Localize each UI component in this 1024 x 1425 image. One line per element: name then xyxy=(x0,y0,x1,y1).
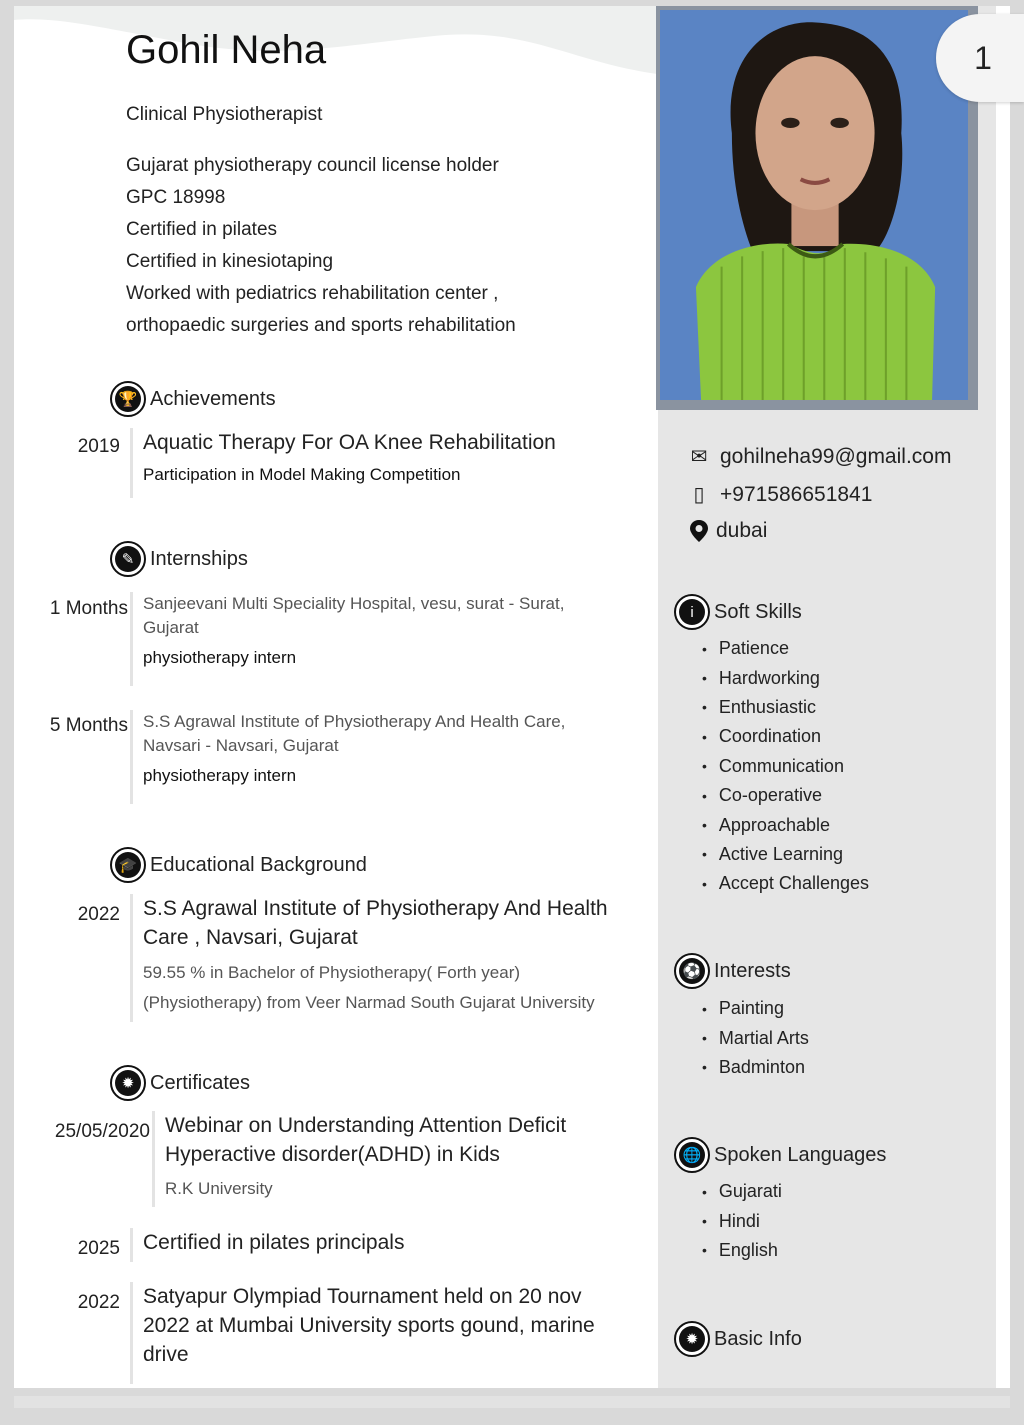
entry-place: S.S Agrawal Institute of Physiotherapy And Health Care, xyxy=(143,712,566,731)
entry-title: Care , Navsari, Gujarat xyxy=(143,926,358,949)
entry-date: 2019 xyxy=(77,436,120,457)
section-title: Soft Skills xyxy=(714,600,802,623)
entry-body xyxy=(130,428,630,498)
entry-place: Gujarat xyxy=(143,618,199,637)
section-title: Certificates xyxy=(150,1071,251,1094)
entry-detail: 59.55 % in Bachelor of Physiotherapy( Forth year) xyxy=(143,963,521,982)
section-title: Basic Info xyxy=(714,1327,802,1350)
profile-summary xyxy=(126,150,516,342)
email-text: gohilneha99@gmail.com xyxy=(720,444,952,468)
profile-photo-frame xyxy=(656,6,978,410)
entry-title: S.S Agrawal Institute of Physiotherapy And Health xyxy=(143,897,608,920)
page-footer-bar xyxy=(14,1396,1010,1408)
globe-icon: 🌐 xyxy=(674,1137,710,1173)
section-title: Interests xyxy=(714,959,791,982)
entry-title: drive xyxy=(143,1343,189,1366)
summary-line: Gujarat physiotherapy council license holder xyxy=(126,155,499,176)
entry-title: Webinar on Understanding Attention Deficit xyxy=(165,1114,567,1137)
list-item: • Active Learning xyxy=(702,840,869,869)
interests-list xyxy=(702,994,809,1082)
page-number: 1 xyxy=(974,39,992,76)
entry-date: 25/05/2020 xyxy=(54,1121,150,1142)
badge-icon: ✎ xyxy=(110,541,146,577)
education-heading xyxy=(110,847,367,883)
candidate-name: Gohil Neha xyxy=(126,28,327,72)
entry-role: physiotherapy intern xyxy=(143,648,297,667)
entry-detail: (Physiotherapy) from Veer Narmad South Gujarat University xyxy=(143,993,595,1012)
languages-list xyxy=(702,1177,782,1265)
contact-phone[interactable] xyxy=(688,482,872,507)
section-title: Internships xyxy=(150,547,248,570)
list-item: • Badminton xyxy=(702,1053,809,1082)
certificates-heading xyxy=(110,1065,250,1101)
section-title: Achievements xyxy=(150,387,276,410)
graduation-cap-icon: 🎓 xyxy=(110,847,146,883)
summary-line: Certified in pilates xyxy=(126,219,278,240)
info-icon: i xyxy=(674,594,710,630)
certificate-seal-icon: ✹ xyxy=(674,1321,710,1357)
location-pin-icon xyxy=(688,519,710,543)
entry-body xyxy=(130,1228,630,1262)
entry-title: Certified in pilates principals xyxy=(143,1231,405,1254)
internships-heading xyxy=(110,541,248,577)
list-item: • English xyxy=(702,1236,782,1265)
summary-line: Worked with pediatrics rehabilitation center , xyxy=(126,283,499,304)
list-item: • Painting xyxy=(702,994,809,1023)
entry-body xyxy=(130,710,630,804)
entry-title: Satyapur Olympiad Tournament held on 20 nov xyxy=(143,1285,582,1308)
entry-title: 2022 at Mumbai University sports gound, marine xyxy=(143,1314,595,1337)
profile-photo xyxy=(660,10,968,400)
list-item: • Coordination xyxy=(702,722,869,751)
entry-body xyxy=(130,894,636,1022)
envelope-icon: ✉ xyxy=(690,446,708,468)
section-title: Spoken Languages xyxy=(714,1143,887,1166)
summary-line: Certified in kinesiotaping xyxy=(126,251,334,272)
entry-place: Sanjeevani Multi Speciality Hospital, vesu, surat - Surat, xyxy=(143,594,565,613)
entry-body xyxy=(130,592,630,686)
summary-line: GPC 18998 xyxy=(126,187,226,208)
list-item: • Patience xyxy=(702,634,869,663)
soft-skills-heading xyxy=(674,594,802,630)
list-item: • Co-operative xyxy=(702,781,869,810)
list-item: • Hardworking xyxy=(702,663,869,692)
languages-heading xyxy=(674,1137,886,1173)
entry-date: 1 Months xyxy=(49,598,128,619)
page-number-badge xyxy=(936,14,1024,102)
phone-icon: ▯ xyxy=(693,484,705,506)
interests-heading xyxy=(674,953,791,989)
entry-body xyxy=(130,1282,630,1384)
entry-date: 5 Months xyxy=(49,715,128,736)
entry-detail: R.K University xyxy=(165,1179,273,1198)
entry-place: Navsari - Navsari, Gujarat xyxy=(143,736,339,755)
list-item: • Martial Arts xyxy=(702,1023,809,1052)
list-item: • Communication xyxy=(702,752,869,781)
section-title: Educational Background xyxy=(150,853,367,876)
job-title: Clinical Physiotherapist xyxy=(126,104,323,125)
list-item: • Accept Challenges xyxy=(702,869,869,898)
list-item: • Approachable xyxy=(702,810,869,839)
entry-role: physiotherapy intern xyxy=(143,766,297,785)
entry-date: 2022 xyxy=(77,904,120,925)
header-wave xyxy=(14,6,674,86)
phone-text: +971586651841 xyxy=(720,482,873,506)
contact-email[interactable] xyxy=(688,444,951,469)
entry-detail: Participation in Model Making Competition xyxy=(143,465,461,484)
entry-date: 2025 xyxy=(77,1238,120,1259)
portrait-illustration xyxy=(660,10,968,400)
trophy-icon: 🏆 xyxy=(110,381,146,417)
entry-date: 2022 xyxy=(77,1292,120,1313)
entry-title: Hyperactive disorder(ADHD) in Kids xyxy=(165,1143,500,1166)
list-item: • Enthusiastic xyxy=(702,693,869,722)
basic-info-heading xyxy=(674,1321,802,1357)
contact-location xyxy=(688,519,767,543)
list-item: • Hindi xyxy=(702,1206,782,1235)
location-text: dubai xyxy=(716,519,768,542)
achievements-heading xyxy=(110,381,276,417)
soccer-ball-icon: ⚽ xyxy=(674,953,710,989)
summary-line: orthopaedic surgeries and sports rehabilitation xyxy=(126,315,516,336)
entry-title: Aquatic Therapy For OA Knee Rehabilitation xyxy=(143,431,556,454)
certificate-seal-icon: ✹ xyxy=(110,1065,146,1101)
soft-skills-list xyxy=(702,634,869,899)
list-item: • Gujarati xyxy=(702,1177,782,1206)
entry-body xyxy=(152,1111,630,1207)
